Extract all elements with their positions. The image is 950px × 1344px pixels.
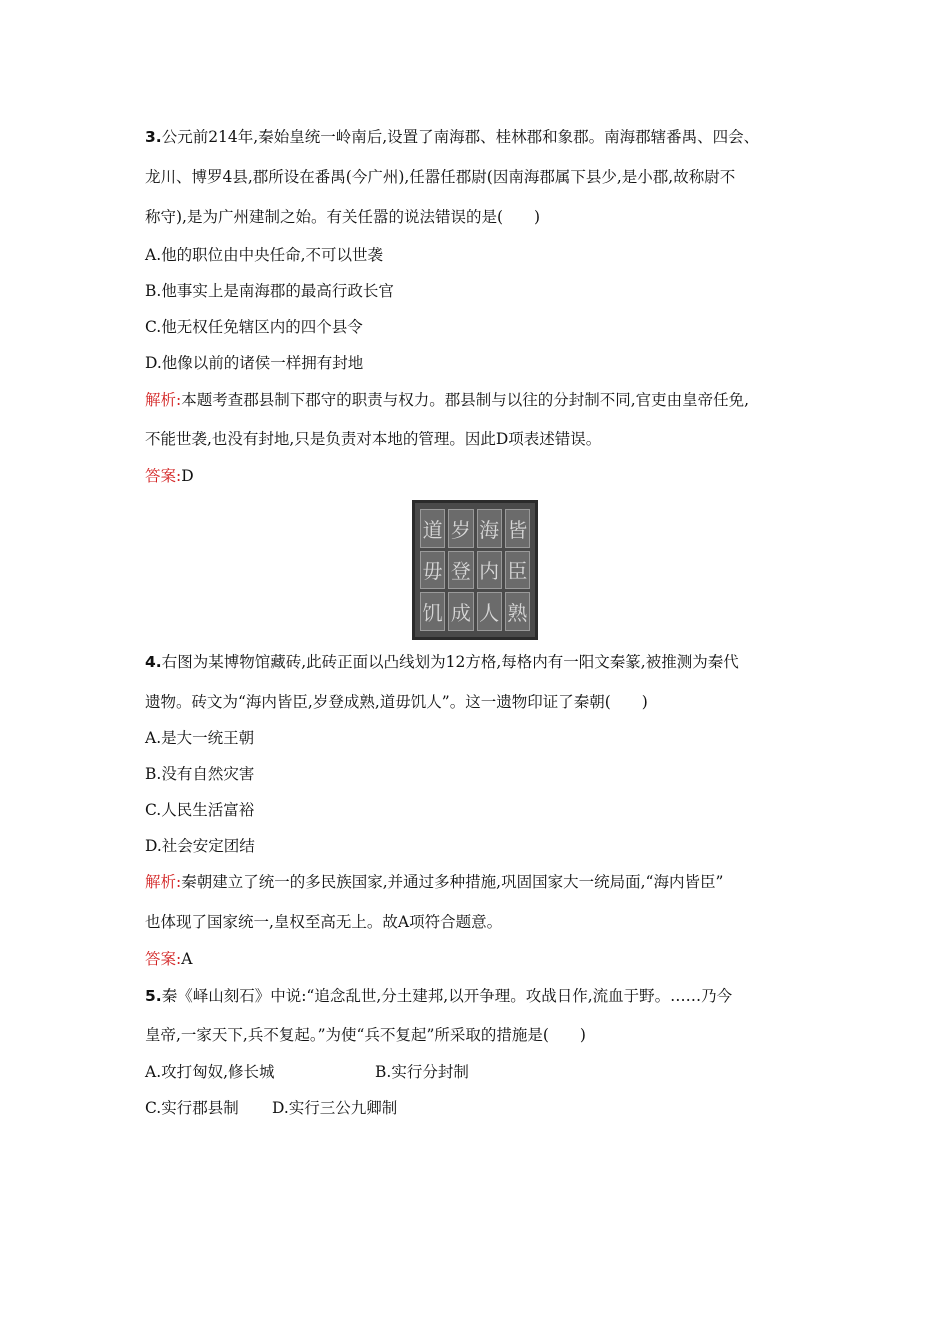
- q3-option-c: C.他无权任免辖区内的四个县令: [145, 318, 363, 336]
- brick-cell: 海: [477, 509, 502, 548]
- q3-option-d: D.他像以前的诸侯一样拥有封地: [145, 354, 364, 372]
- q4-analysis-label: 解析:: [145, 873, 182, 891]
- brick-cell: 皆: [505, 509, 530, 548]
- q5-line-1: 5.秦《峄山刻石》中说:“追念乱世,分土建邦,以开争理。攻战日作,流血于野。……乃今: [145, 987, 733, 1005]
- q4-analysis-line-1: 解析:秦朝建立了统一的多民族国家,并通过多种措施,巩固国家大一统局面,“海内皆臣”: [145, 873, 724, 891]
- q4-analysis-line-2: 也体现了国家统一,皇权至高无上。故A项符合题意。: [145, 913, 503, 931]
- q3-analysis-line-1: 解析:本题考查郡县制下郡守的职责与权力。郡县制与以往的分封制不同,官吏由皇帝任免,: [145, 391, 750, 409]
- brick-cell: 饥: [420, 592, 445, 631]
- q3-analysis-line-2: 不能世袭,也没有封地,只是负责对本地的管理。因此D项表述错误。: [145, 430, 602, 448]
- q4-option-b: B.没有自然灾害: [145, 765, 255, 783]
- brick-cell: 道: [420, 509, 445, 548]
- q3-answer: 答案:D: [145, 467, 194, 485]
- q3-option-a: A.他的职位由中央任命,不可以世袭: [145, 246, 384, 264]
- q5-option-c: C.实行郡县制: [145, 1099, 239, 1117]
- q4-option-c: C.人民生活富裕: [145, 801, 255, 819]
- q5-option-b: B.实行分封制: [375, 1063, 469, 1081]
- q4-option-a: A.是大一统王朝: [145, 729, 255, 747]
- brick-cell: 毋: [420, 551, 445, 590]
- q4-answer: 答案:A: [145, 950, 193, 968]
- brick-cell: 成: [448, 592, 473, 631]
- q4-line-2: 遗物。砖文为“海内皆臣,岁登成熟,道毋饥人”。这一遗物印证了秦朝( ): [145, 693, 648, 711]
- q3-option-b: B.他事实上是南海郡的最高行政长官: [145, 282, 394, 300]
- q3-line-2: 龙川、博罗4县,郡所设在番禺(今广州),任嚣任郡尉(因南海郡属下县少,是小郡,故称尉不: [145, 168, 736, 186]
- q4-answer-label: 答案:: [145, 950, 182, 968]
- q3-line-1: 3.公元前214年,秦始皇统一岭南后,设置了南海郡、桂林郡和象郡。南海郡辖番禺、四会、: [145, 128, 760, 146]
- q4-number: 4.: [145, 653, 162, 671]
- q3-answer-label: 答案:: [145, 467, 182, 485]
- q5-option-a: A.攻打匈奴,修长城: [145, 1063, 275, 1081]
- q5-line-2: 皇帝,一家天下,兵不复起。”为使“兵不复起”所采取的措施是( ): [145, 1026, 586, 1044]
- q4-option-d: D.社会安定团结: [145, 837, 255, 855]
- brick-cell: 岁: [448, 509, 473, 548]
- brick-cell: 内: [477, 551, 502, 590]
- q5-option-d: D.实行三公九卿制: [272, 1099, 398, 1117]
- brick-cell: 人: [477, 592, 502, 631]
- brick-cell: 登: [448, 551, 473, 590]
- q3-line-3: 称守),是为广州建制之始。有关任嚣的说法错误的是( ): [145, 208, 541, 226]
- brick-cell: 熟: [505, 592, 530, 631]
- brick-image: [412, 500, 538, 640]
- q3-number: 3.: [145, 128, 162, 146]
- q4-line-1: 4.右图为某博物馆藏砖,此砖正面以凸线划为12方格,每格内有一阳文秦篆,被推测为秦代: [145, 653, 739, 671]
- brick-cell: 臣: [505, 551, 530, 590]
- q3-analysis-label: 解析:: [145, 391, 182, 409]
- q5-number: 5.: [145, 987, 162, 1005]
